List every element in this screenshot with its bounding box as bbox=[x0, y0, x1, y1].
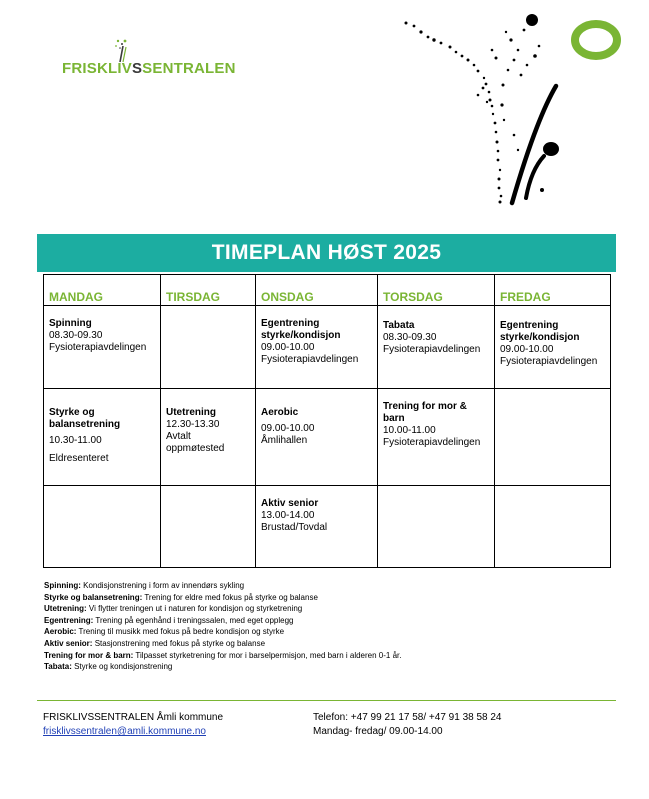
day-header-wednesday: ONSDAG bbox=[256, 275, 378, 306]
session-place: Fysioterapiavdelingen bbox=[49, 342, 147, 353]
session-activity: Styrke og balansetrening bbox=[49, 407, 121, 430]
session-place: Fysioterapiavdelingen bbox=[383, 344, 481, 355]
legend-item: Aktiv senior: Stasjonstrening med fokus på styrke og balanse bbox=[44, 638, 266, 648]
session-time: 13.00-14.00 bbox=[261, 510, 315, 521]
day-header-monday: MANDAG bbox=[44, 275, 161, 306]
session-activity: Egentrening styrke/kondisjon bbox=[500, 320, 580, 343]
session-activity: Utetrening bbox=[166, 407, 216, 418]
empty-cell bbox=[495, 389, 611, 486]
legend-item: Utetrening: Vi flytter treningen ut i naturen for kondisjon og styrketrening bbox=[44, 604, 303, 614]
session-time: 08.30-09.30 bbox=[383, 332, 437, 343]
session-cell bbox=[44, 389, 161, 486]
footer-divider bbox=[37, 700, 616, 701]
footer-email-link[interactable]: frisklivssentralen@amli.kommune.no bbox=[43, 726, 206, 737]
activity-legend bbox=[44, 580, 401, 673]
day-header-friday: FREDAG bbox=[495, 275, 611, 306]
session-cell bbox=[256, 486, 378, 568]
page-title: TIMEPLAN HØST 2025 bbox=[211, 241, 442, 264]
footer-right bbox=[313, 711, 502, 739]
session-place: Brustad/Tovdal bbox=[261, 522, 328, 533]
footer-org: FRISKLIVSSENTRALEN Åmli kommune bbox=[43, 712, 224, 723]
timetable-row bbox=[44, 306, 611, 389]
session-place: Fysioterapiavdelingen bbox=[500, 356, 598, 367]
timetable-row bbox=[44, 389, 611, 486]
timetable-header-row bbox=[44, 275, 611, 306]
legend-item: Egentrening: Trening på egenhånd i treningssalen, med eget opplegg bbox=[44, 615, 294, 625]
session-time: 10.30-11.00 bbox=[49, 435, 102, 446]
timetable-row bbox=[44, 486, 611, 568]
session-time: 12.30-13.30 bbox=[166, 419, 220, 430]
session-cell bbox=[256, 306, 378, 389]
footer-left bbox=[43, 711, 223, 739]
session-activity: Egentrening styrke/kondisjon bbox=[261, 318, 341, 341]
legend-item: Trening for mor & barn: Tilpasset styrketrening for mor i barselpermisjon, med barn i alderen 0-1 år. bbox=[44, 650, 402, 660]
empty-cell bbox=[161, 306, 256, 389]
session-activity: Trening for mor & barn bbox=[383, 401, 467, 424]
session-activity: Aerobic bbox=[261, 407, 299, 418]
session-cell bbox=[44, 306, 161, 389]
empty-cell bbox=[495, 486, 611, 568]
legend-item: Spinning: Kondisjonstrening i form av innendørs sykling bbox=[44, 581, 245, 590]
legend-item: Tabata: Styrke og kondisjonstrening bbox=[44, 662, 173, 672]
session-place: Avtalt oppmøtested bbox=[166, 431, 225, 454]
session-activity: Tabata bbox=[383, 320, 415, 331]
session-time: 10.00-11.00 bbox=[383, 425, 436, 436]
session-time: 09.00-10.00 bbox=[261, 423, 315, 434]
day-header-thursday: TORSDAG bbox=[378, 275, 495, 306]
session-cell bbox=[256, 389, 378, 486]
session-time: 09.00-10.00 bbox=[500, 344, 554, 355]
timetable bbox=[43, 274, 611, 568]
session-activity: Aktiv senior bbox=[261, 498, 319, 509]
session-activity: Spinning bbox=[49, 318, 92, 329]
session-time: 08.30-09.30 bbox=[49, 330, 103, 341]
frisklivssentralen-logo bbox=[62, 38, 262, 84]
session-cell bbox=[495, 306, 611, 389]
empty-cell bbox=[161, 486, 256, 568]
legend-item: Styrke og balansetrening: Trening for eldre med fokus på styrke og balanse bbox=[44, 592, 318, 602]
session-cell bbox=[378, 306, 495, 389]
footer-hours: Mandag- fredag/ 09.00-14.00 bbox=[313, 726, 443, 737]
footer-phone: Telefon: +47 99 21 17 58/ +47 91 38 58 24 bbox=[313, 712, 502, 723]
session-time: 09.00-10.00 bbox=[261, 342, 315, 353]
legend-item: Aerobic: Trening til musikk med fokus på bedre kondisjon og styrke bbox=[44, 627, 285, 637]
session-cell bbox=[378, 389, 495, 486]
session-place: Åmlihallen bbox=[261, 435, 308, 446]
day-header-tuesday: TIRSDAG bbox=[161, 275, 256, 306]
session-place: Fysioterapiavdelingen bbox=[261, 354, 359, 365]
empty-cell bbox=[378, 486, 495, 568]
session-cell bbox=[161, 389, 256, 486]
empty-cell bbox=[44, 486, 161, 568]
session-place: Fysioterapiavdelingen bbox=[383, 437, 481, 448]
session-place: Eldresenteret bbox=[49, 453, 109, 464]
title-banner bbox=[37, 234, 616, 272]
decorative-dots-graphic bbox=[396, 10, 636, 210]
logo-wordmark: FRISKLIVSSENTRALEN bbox=[62, 60, 236, 77]
